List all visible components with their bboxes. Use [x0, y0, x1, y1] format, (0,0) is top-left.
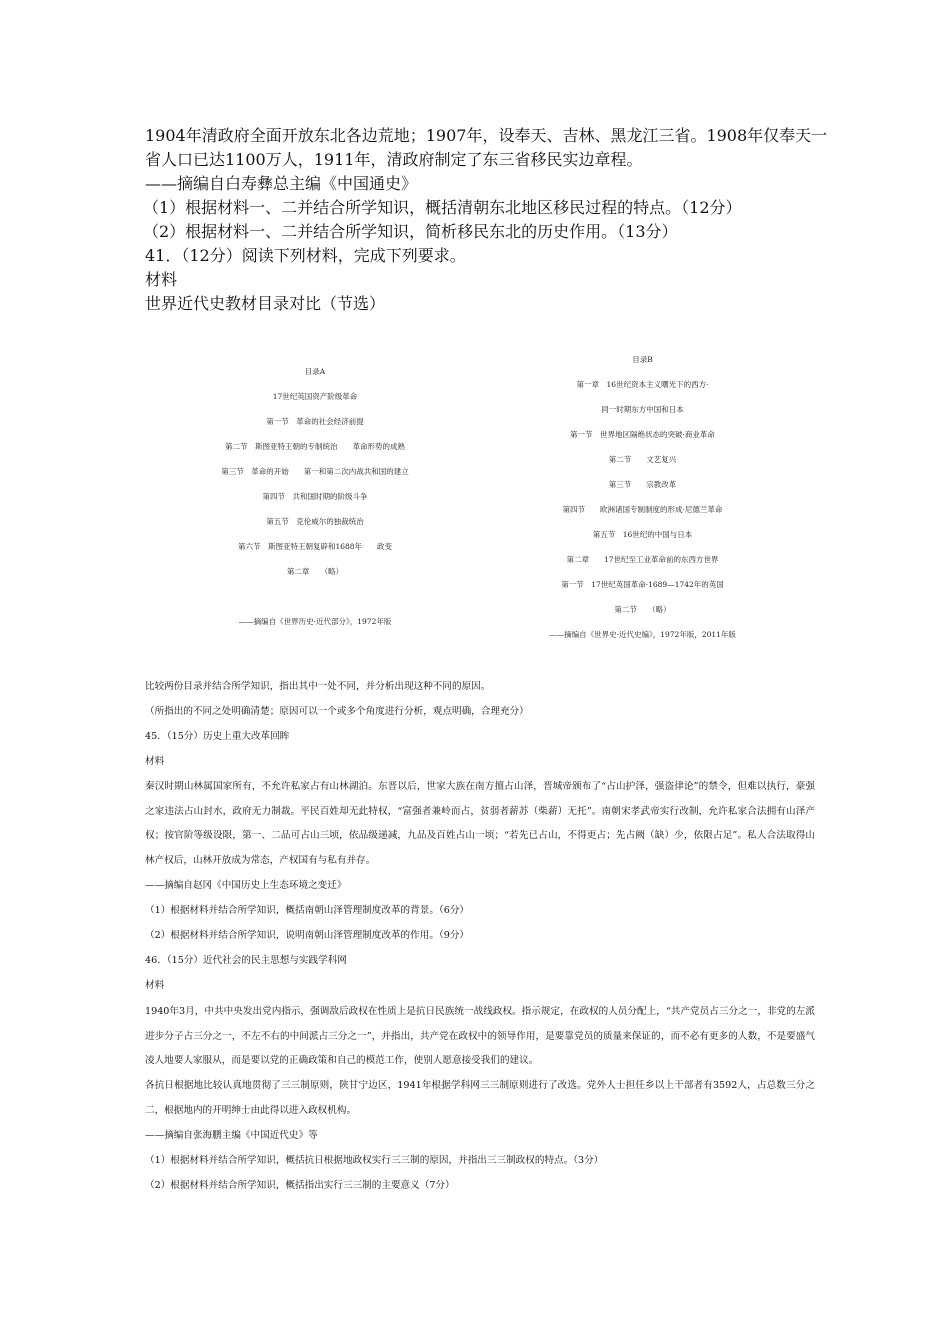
q45-body: 秦汉时期山林属国家所有，不允许私家占有山林湖泊。东晋以后，世家大族在南方擅占山泽，晋城帝颁布了“占山护泽，强盗律论”的禁令，但难以执行，豪强之家违法占山封水，政府无力制裁。平民百姓却无此特权，“富强者兼岭而占，贫弱者薪苏（柴薪）无托”。南朝宋孝武帝实行改制，允许私家合法拥有山泽产权；按官阶等级设限，第一、二品可占山三顷，依品级递减，九品及百姓占山一顷；“若先已占山，不得更占；先占阙（缺）少，依限占足”。私人合法取得山林产权后，山林开放成为常态，产权国有与私有并存。 — [145, 781, 815, 866]
toc-a-row: 第六节 斯图亚特王朝复辟和1688年 政变 — [237, 542, 393, 551]
toc-a-row: 第三节 革命的开始 第一和第二次内战共和国的建立 — [221, 467, 409, 476]
toc-a-row: 第一节 革命的社会经济前提 — [266, 417, 364, 426]
q-part-2: （2）根据材料一、二并结合所学知识，简析移民东北的历史作用。（13分） — [143, 222, 678, 241]
toc-b-row: 第一节 世界地区隔绝状态的突破·商业革命 — [570, 430, 715, 439]
q45-material-label: 材料 — [145, 756, 165, 767]
toc-b-row: 第二章 17世纪至工业革命前的东西方世界 — [566, 555, 719, 564]
q46-source: ——摘编自张海鹏主编《中国近代史》等 — [145, 1130, 318, 1141]
toc-b-title: 目录B — [632, 355, 653, 364]
q45-q1: （1）根据材料并结合所学知识，概括南朝山泽管理制度改革的背景。（6分） — [145, 905, 470, 916]
toc-b-row: 第一节 17世纪英国革命·1689—1742年的英国 — [561, 580, 724, 589]
q46-q1: （1）根据材料并结合所学知识，概括抗日根据地政权实行三三制的原因，并指出三三制政权的特点。（3分） — [145, 1155, 604, 1166]
q46-body-2: 各抗日根据地比较认真地贯彻了三三制原则，陕甘宁边区，1941年根据学科网三三制原则进行了改选。党外人士担任乡以上干部者有3592人，占总数三分之二，根据地内的开明绅士由此得以进入政权机构。 — [145, 1080, 815, 1116]
toc-b-row: 第二节 （略） — [614, 605, 671, 614]
q41-header: 41．（12分）阅读下列材料，完成下列要求。 — [145, 246, 466, 265]
q-part-1: （1）根据材料一、二并结合所学知识，概括清朝东北地区移民过程的特点。（12分） — [143, 198, 742, 217]
toc-a-title: 目录A — [304, 367, 326, 376]
toc-compare-title: 世界近代史教材目录对比（节选） — [145, 294, 386, 313]
toc-b-row: 第五节 16世纪的中国与日本 — [592, 530, 693, 539]
q45-header: 45．（15分）历史上重大改革回眸 — [145, 731, 290, 742]
material-label: 材料 — [145, 270, 178, 289]
intro-line: 省人口已达1100万人，1911年，清政府制定了东三省移民实边章程。 — [145, 150, 643, 169]
q41-note: （所指出的不同之处明确清楚；原因可以一个或多个角度进行分析，观点明确，合理充分） — [145, 706, 529, 717]
toc-a-row: 第二节 斯图亚特王朝的专制统治 革命形势的成熟 — [225, 442, 405, 451]
toc-a-row: 17世纪英国资产阶级革命 — [272, 392, 358, 401]
toc-b-row: 第四节 欧洲诸国专制制度的形成·尼德兰革命 — [562, 505, 723, 514]
q46-material-label: 材料 — [145, 980, 165, 991]
q46-q2: （2）根据材料并结合所学知识，概括指出实行三三制的主要意义（7分） — [145, 1180, 455, 1191]
toc-a-source: ——摘编自《世界历史·近代部分》，1972年版 — [238, 617, 392, 626]
q45-q2: （2）根据材料并结合所学知识，说明南朝山泽管理制度改革的作用。（9分） — [145, 930, 470, 941]
toc-a-row: 第五节 克伦威尔的独裁统治 — [266, 517, 364, 526]
q46-body-1: 1940年3月，中共中央发出党内指示，强调敌后政权在性质上是抗日民族统一战线政权。指示规定，在政权的人员分配上，“共产党员占三分之一，非党的左派进步分子占三分之一，不左不右的中间派占三分之一”，并指出，共产党在政权中的领导作用，是要靠党员的质量来保证的，而不必有更多的人数，不是要盛气凌人地要人家服从，而是要以党的正确政策和自己的模范工作，使别人愿意接受我们的建议。 — [145, 1006, 815, 1066]
q45-source: ——摘编自赵冈《中国历史上生态环境之变迁》 — [145, 880, 347, 891]
toc-b-row: 第一章 16世纪资本主义曙光下的西方· — [576, 380, 709, 389]
toc-a-row: 第四节 共和国时期的阶级斗争 — [262, 492, 368, 501]
toc-b-source: ——摘编自《世界史·近代史编》，1972年版，2011年版 — [549, 630, 736, 639]
q46-header: 46．（15分）近代社会的民主思想与实践学科网 — [145, 955, 347, 966]
toc-b-row: 第三节 宗教改革 — [608, 480, 677, 489]
intro-source: ——摘编自白寿彝总主编《中国通史》 — [145, 174, 418, 193]
intro-line: 1904年清政府全面开放东北各边荒地；1907年，设奉天、吉林、黑龙江三省。1908年仅奉天一 — [145, 126, 828, 145]
toc-b-row: 第二节 文艺复兴 — [608, 455, 677, 464]
q41-ask: 比较两份目录并结合所学知识，指出其中一处不同，并分析出现这种不同的原因。 — [145, 681, 491, 692]
toc-a-row: 第二章 （略） — [286, 567, 344, 576]
toc-b-row: 同一时期东方中国和日本 — [601, 405, 684, 414]
